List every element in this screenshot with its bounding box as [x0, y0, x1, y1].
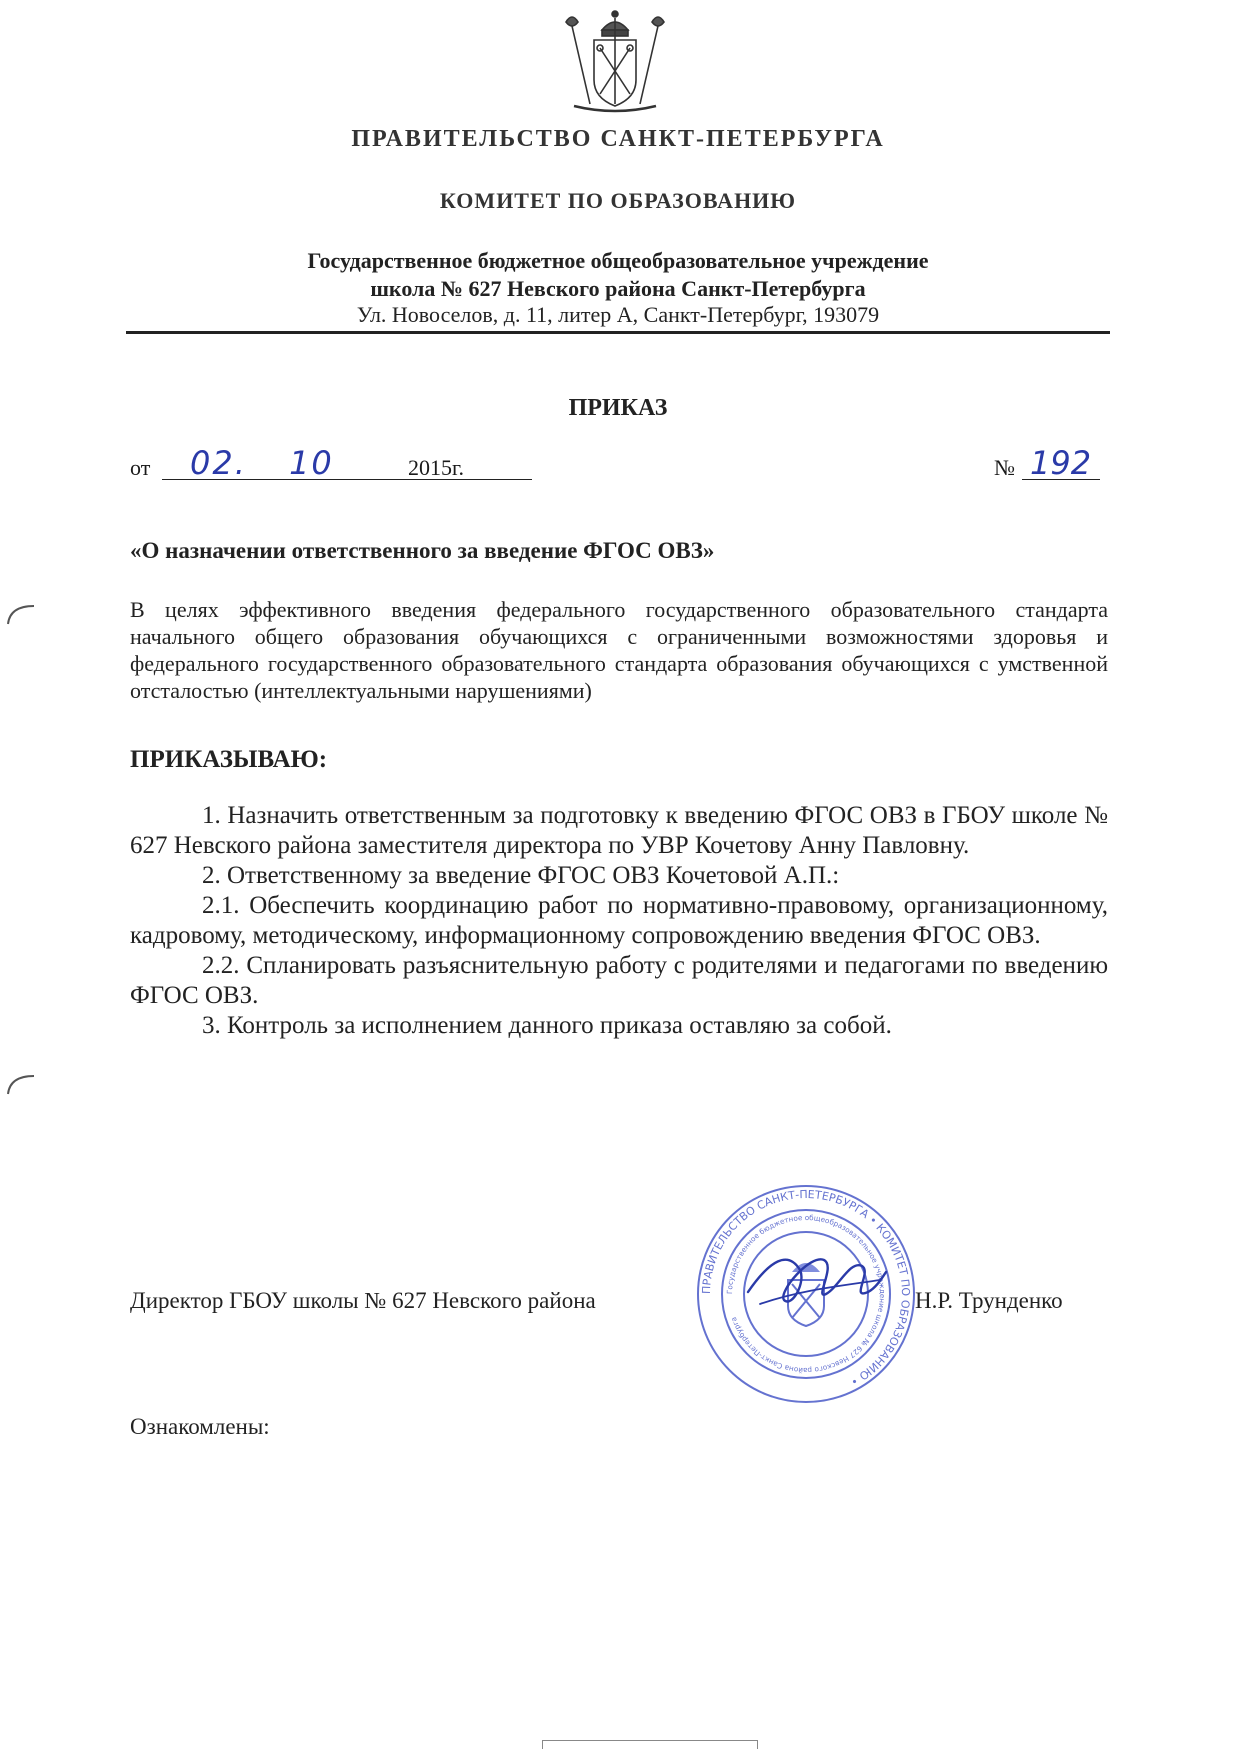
- government-title: ПРАВИТЕЛЬСТВО САНКТ-ПЕТЕРБУРГА: [351, 126, 885, 152]
- order-item: 2.1. Обеспечить координацию работ по нормативно-правовому, организационному, кадровому, методическому, информационному сопровождению введения ФГОС ОВЗ.: [130, 892, 1108, 949]
- institution-name-line1: Государственное бюджетное общеобразовательное учреждение: [307, 248, 929, 273]
- order-item: 3. Контроль за исполнением данного приказа оставляю за собой.: [202, 1012, 892, 1039]
- director-position: Директор ГБОУ школы № 627 Невского района: [130, 1288, 596, 1313]
- director-name: Н.Р. Трунденко: [915, 1288, 1063, 1313]
- date-year: 2015г.: [408, 455, 465, 480]
- stamp-inner-text: Государственное бюджетное общеобразовательное учреждение школа № 627 Невского района Санкт-Петербурга: [724, 1212, 888, 1376]
- date-prefix: от: [130, 455, 151, 480]
- order-items: [130, 801, 1108, 1041]
- coat-of-arms-icon: [552, 8, 678, 116]
- order-preamble: В целях эффективного введения федерального государственного образовательного стандарта начального общего образования обучающихся с ограниченными возможностями здоровья и федерального государственного образовательного стандарта образования обучающихся с умственной отсталостью (интеллектуальными нарушениями): [130, 597, 1108, 703]
- punch-hole-mark: [4, 1070, 40, 1106]
- handwritten-date: 02. 10: [190, 444, 334, 482]
- handwritten-order-number: 192: [1030, 444, 1092, 482]
- stamp-outer-text: ПРАВИТЕЛЬСТВО САНКТ-ПЕТЕРБУРГА • КОМИТЕТ ПО ОБРАЗОВАНИЮ •: [699, 1187, 913, 1389]
- institution-address: Ул. Новоселов, д. 11, литер А, Санкт-Петербург, 193079: [356, 302, 880, 327]
- order-subject: «О назначении ответственного за введение ФГОС ОВЗ»: [130, 538, 715, 563]
- order-item: 1. Назначить ответственным за подготовку к введению ФГОС ОВЗ в ГБОУ школе № 627 Невского района заместителя директора по УВР Кочетову Анну Павловну.: [130, 802, 1108, 859]
- order-date-number-row: [130, 444, 1120, 490]
- order-title: ПРИКАЗ: [568, 395, 668, 421]
- committee-title: КОМИТЕТ ПО ОБРАЗОВАНИЮ: [439, 188, 797, 213]
- order-item: 2.2. Спланировать разъяснительную работу с родителями и педагогами по введению ФГОС ОВЗ.: [130, 952, 1108, 1009]
- header-divider: [126, 331, 1110, 334]
- punch-hole-mark: [4, 600, 40, 636]
- decree-word: ПРИКАЗЫВАЮ:: [130, 746, 328, 773]
- institution-name-line2: школа № 627 Невского района Санкт-Петербурга: [370, 276, 866, 301]
- handwritten-signature: [740, 1230, 890, 1320]
- number-sign: №: [994, 455, 1015, 480]
- acknowledged-label: Ознакомлены:: [130, 1414, 270, 1439]
- order-item: 2. Ответственному за введение ФГОС ОВЗ Кочетовой А.П.:: [202, 862, 840, 889]
